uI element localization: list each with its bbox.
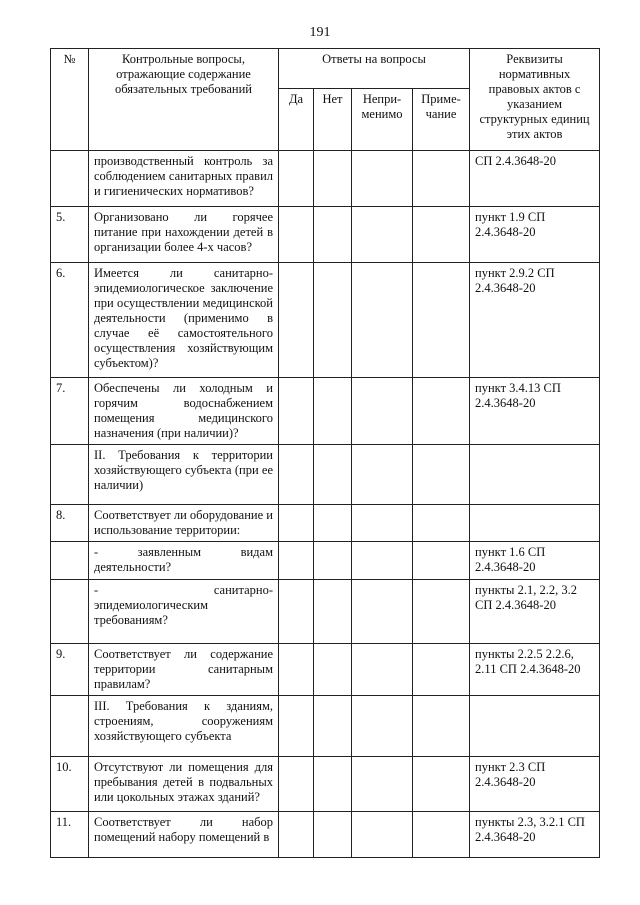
answer-yes-cell bbox=[279, 542, 314, 580]
answer-note-cell bbox=[413, 151, 470, 207]
control-question: - санитарно-эпидемиологическим требованиям? bbox=[89, 580, 279, 644]
row-number: 6. bbox=[51, 263, 89, 378]
table-row bbox=[51, 505, 600, 542]
row-number: 11. bbox=[51, 812, 89, 858]
answer-note-cell bbox=[413, 812, 470, 858]
answer-yes-cell bbox=[279, 378, 314, 445]
header-questions: Контрольные вопросы, отражающие содержание обязательных требований bbox=[89, 49, 279, 151]
control-question: Соответствует ли оборудование и использование территории: bbox=[89, 505, 279, 542]
answer-no-cell bbox=[314, 696, 352, 757]
table-row bbox=[51, 263, 600, 378]
answer-not-applicable-cell bbox=[352, 644, 413, 696]
answer-not-applicable-cell bbox=[352, 505, 413, 542]
answer-no-cell bbox=[314, 644, 352, 696]
answer-no-cell bbox=[314, 812, 352, 858]
table-row bbox=[51, 207, 600, 263]
header-number: № bbox=[51, 49, 89, 151]
table-row bbox=[51, 644, 600, 696]
answer-note-cell bbox=[413, 505, 470, 542]
answer-no-cell bbox=[314, 445, 352, 505]
answer-not-applicable-cell bbox=[352, 445, 413, 505]
header-answers: Ответы на вопросы bbox=[279, 49, 470, 89]
answer-no-cell bbox=[314, 207, 352, 263]
answer-not-applicable-cell bbox=[352, 151, 413, 207]
section-heading: II. Требования к территории хозяйствующего субъекта (при ее наличии) bbox=[89, 445, 279, 505]
answer-note-cell bbox=[413, 542, 470, 580]
control-question: производственный контроль за соблюдением санитарных правил и гигиенических нормативов? bbox=[89, 151, 279, 207]
answer-no-cell bbox=[314, 505, 352, 542]
legal-reference: пункт 1.6 СП 2.4.3648-20 bbox=[470, 542, 600, 580]
answer-not-applicable-cell bbox=[352, 207, 413, 263]
answer-not-applicable-cell bbox=[352, 696, 413, 757]
table-row bbox=[51, 378, 600, 445]
answer-note-cell bbox=[413, 580, 470, 644]
answer-no-cell bbox=[314, 151, 352, 207]
legal-reference: пункт 3.4.13 СП 2.4.3648-20 bbox=[470, 378, 600, 445]
answer-no-cell bbox=[314, 378, 352, 445]
control-question: Имеется ли санитарно-эпидемиологическое заключение при осуществлении медицинской деятельности (применимо в случае её самостоятельного осуществления хозяйствующим субъектом)? bbox=[89, 263, 279, 378]
legal-reference: СП 2.4.3648-20 bbox=[470, 151, 600, 207]
control-question: Соответствует ли набор помещений набору помещений в bbox=[89, 812, 279, 858]
answer-yes-cell bbox=[279, 644, 314, 696]
legal-reference bbox=[470, 445, 600, 505]
table-row bbox=[51, 757, 600, 812]
answer-note-cell bbox=[413, 696, 470, 757]
answer-yes-cell bbox=[279, 505, 314, 542]
answer-not-applicable-cell bbox=[352, 542, 413, 580]
row-number: 9. bbox=[51, 644, 89, 696]
answer-no-cell bbox=[314, 263, 352, 378]
row-number: 5. bbox=[51, 207, 89, 263]
legal-reference: пункт 2.3 СП 2.4.3648-20 bbox=[470, 757, 600, 812]
table-row bbox=[51, 542, 600, 580]
answer-not-applicable-cell bbox=[352, 580, 413, 644]
header-requisites: Реквизиты нормативных правовых актов с указанием структурных единиц этих актов bbox=[470, 49, 600, 151]
legal-reference: пункты 2.1, 2.2, 3.2 СП 2.4.3648-20 bbox=[470, 580, 600, 644]
control-question: Обеспечены ли холодным и горячим водоснабжением помещения медицинского назначения (при наличии)? bbox=[89, 378, 279, 445]
table-row bbox=[51, 151, 600, 207]
row-number bbox=[51, 580, 89, 644]
answer-note-cell bbox=[413, 644, 470, 696]
header-no: Нет bbox=[314, 89, 352, 151]
answer-no-cell bbox=[314, 542, 352, 580]
answer-yes-cell bbox=[279, 445, 314, 505]
answer-yes-cell bbox=[279, 207, 314, 263]
legal-reference: пункт 2.9.2 СП 2.4.3648-20 bbox=[470, 263, 600, 378]
row-number bbox=[51, 445, 89, 505]
answer-no-cell bbox=[314, 580, 352, 644]
row-number bbox=[51, 696, 89, 757]
answer-yes-cell bbox=[279, 757, 314, 812]
legal-reference bbox=[470, 696, 600, 757]
answer-not-applicable-cell bbox=[352, 378, 413, 445]
answer-yes-cell bbox=[279, 151, 314, 207]
header-note: Приме-чание bbox=[413, 89, 470, 151]
header-yes: Да bbox=[279, 89, 314, 151]
checklist-table bbox=[50, 48, 600, 858]
answer-yes-cell bbox=[279, 812, 314, 858]
header-not-applicable: Непри-менимо bbox=[352, 89, 413, 151]
row-number bbox=[51, 542, 89, 580]
answer-not-applicable-cell bbox=[352, 263, 413, 378]
control-question: Соответствует ли содержание территории санитарным правилам? bbox=[89, 644, 279, 696]
answer-note-cell bbox=[413, 263, 470, 378]
section-heading: III. Требования к зданиям, строениям, сооружениям хозяйствующего субъекта bbox=[89, 696, 279, 757]
answer-not-applicable-cell bbox=[352, 757, 413, 812]
legal-reference: пункты 2.3, 3.2.1 СП 2.4.3648-20 bbox=[470, 812, 600, 858]
answer-yes-cell bbox=[279, 580, 314, 644]
answer-yes-cell bbox=[279, 696, 314, 757]
row-number bbox=[51, 151, 89, 207]
answer-note-cell bbox=[413, 207, 470, 263]
legal-reference: пункт 1.9 СП 2.4.3648-20 bbox=[470, 207, 600, 263]
control-question: Отсутствуют ли помещения для пребывания детей в подвальных или цокольных этажах зданий? bbox=[89, 757, 279, 812]
answer-note-cell bbox=[413, 378, 470, 445]
table-row bbox=[51, 696, 600, 757]
answer-yes-cell bbox=[279, 263, 314, 378]
page-number: 191 bbox=[309, 25, 331, 40]
table-row bbox=[51, 445, 600, 505]
legal-reference bbox=[470, 505, 600, 542]
answer-note-cell bbox=[413, 757, 470, 812]
control-question: - заявленным видам деятельности? bbox=[89, 542, 279, 580]
row-number: 10. bbox=[51, 757, 89, 812]
row-number: 8. bbox=[51, 505, 89, 542]
control-question: Организовано ли горячее питание при нахождении детей в организации более 4-х часов? bbox=[89, 207, 279, 263]
table-row bbox=[51, 812, 600, 858]
legal-reference: пункты 2.2.5 2.2.6, 2.11 СП 2.4.3648-20 bbox=[470, 644, 600, 696]
answer-note-cell bbox=[413, 445, 470, 505]
row-number: 7. bbox=[51, 378, 89, 445]
table-row bbox=[51, 580, 600, 644]
answer-no-cell bbox=[314, 757, 352, 812]
answer-not-applicable-cell bbox=[352, 812, 413, 858]
